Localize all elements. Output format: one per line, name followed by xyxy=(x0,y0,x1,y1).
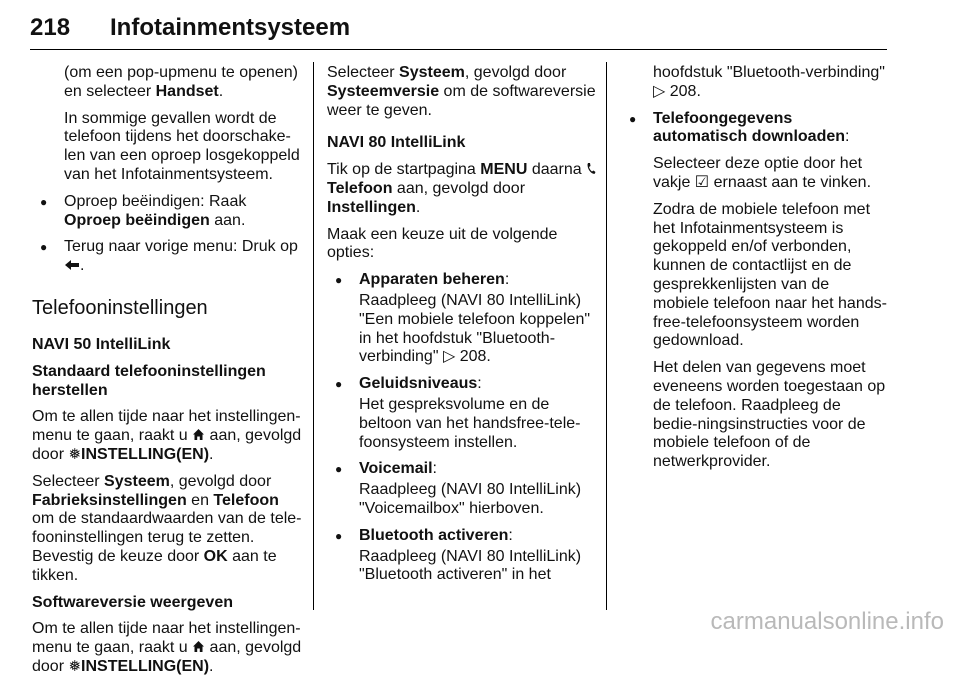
subheading: NAVI 50 IntelliLink xyxy=(32,335,171,353)
paragraph: (om een pop-upmenu te openen) en selecteer Handset. xyxy=(64,64,298,100)
bullet-item: ● Bluetooth activeren: xyxy=(327,527,597,546)
page-header xyxy=(30,14,930,50)
bullet-item: ● Voicemail: xyxy=(327,460,597,479)
subheading: Softwareversie weergeven xyxy=(32,593,233,611)
paragraph: Selecteer deze optie door het vakje ☑ ernaast aan te vinken. xyxy=(653,155,872,191)
gear-icon: ❅ xyxy=(68,445,82,463)
home-icon xyxy=(192,640,205,653)
bullet-item: ● Geluidsniveaus: xyxy=(327,375,597,394)
back-arrow-icon xyxy=(64,259,80,271)
paragraph: Zodra de mobiele telefoon met het Infotainmentsysteem is gekoppeld en/of verbonden, kunnen de contactlijst en de gesprekkenlijsten van de mobiele telefoon naar het hands-free-telefoonsysteem worden gedownload. xyxy=(653,200,887,350)
home-icon xyxy=(192,428,205,441)
page-number: 218 xyxy=(30,14,71,41)
paragraph: hoofdstuk "Bluetooth-verbinding" ▷ 208. xyxy=(653,64,885,100)
section-title: Telefooninstellingen xyxy=(32,296,208,319)
subheading: Standaard telefooninstellingen herstellen xyxy=(32,362,266,399)
bullet-item: ● Telefoongegevens automatisch downloaden: xyxy=(621,110,889,148)
checkbox-checked-icon: ☑ xyxy=(694,173,710,191)
header-rule xyxy=(30,49,887,50)
paragraph: Tik op de startpagina MENU daarna Telefoon aan, gevolgd door Instellingen. xyxy=(327,161,597,217)
column-2 xyxy=(327,64,597,593)
bullet-item: ● Terug naar vorige menu: Druk op . xyxy=(32,238,304,276)
paragraph: Om te allen tijde naar het instellingen-menu te gaan, raakt u aan, gevolgd door ❅INSTELLING(EN). xyxy=(32,408,302,463)
paragraph: Maak een keuze uit de volgende opties: xyxy=(327,225,558,262)
column-3 xyxy=(621,64,889,480)
paragraph: Selecteer Systeem, gevolgd door Fabrieksinstellingen en Telefoon om de standaardwaarden van de tele-fooninstellingen terug te zetten. Bevestig de keuze door OK aan te tikken. xyxy=(32,472,302,584)
subheading: NAVI 80 IntelliLink xyxy=(327,134,466,152)
column-divider-1 xyxy=(313,62,314,610)
gear-icon: ❅ xyxy=(68,657,82,675)
paragraph: Raadpleeg (NAVI 80 IntelliLink) "Een mobiele telefoon koppelen" in het hoofdstuk "Bluetooth-verbinding" ▷ 208. xyxy=(359,291,591,366)
paragraph: Raadpleeg (NAVI 80 IntelliLink) "Voicemailbox" hierboven. xyxy=(359,481,582,517)
paragraph: In sommige gevallen wordt de telefoon tijdens het doorschake-len van een oproep losgekoppeld van het Infotainmentsysteem. xyxy=(64,109,300,183)
phone-icon xyxy=(586,162,596,175)
page-ref-arrow-icon: ▷ xyxy=(442,348,460,366)
bullet-item: ● Apparaten beheren: xyxy=(327,271,597,290)
watermark: carmanualsonline.info xyxy=(710,608,944,635)
paragraph: Het delen van gegevens moet eveneens worden toegestaan op de telefoon. Raadpleeg de bedie-ningsinstructies voor de mobiele telefoon of de netwerkprovider. xyxy=(653,359,886,471)
column-1 xyxy=(32,64,304,685)
page-ref-arrow-icon: ▷ xyxy=(653,82,670,100)
paragraph: Om te allen tijde naar het instellingen-menu te gaan, raakt u aan, gevolgd door ❅INSTELLING(EN). xyxy=(32,620,302,675)
paragraph: Raadpleeg (NAVI 80 IntelliLink) "Bluetooth activeren" in het xyxy=(359,547,582,584)
bullet-item: ● Oproep beëindigen: Raak Oproep beëindigen aan. xyxy=(32,193,304,231)
paragraph: Het gespreksvolume en de beltoon van het handsfree-tele-foonsysteem instellen. xyxy=(359,395,581,451)
column-divider-2 xyxy=(606,62,607,610)
page-title: Infotainmentsysteem xyxy=(110,14,351,41)
paragraph: Selecteer Systeem, gevolgd door Systeemversie om de softwareversie weer te geven. xyxy=(327,64,596,119)
